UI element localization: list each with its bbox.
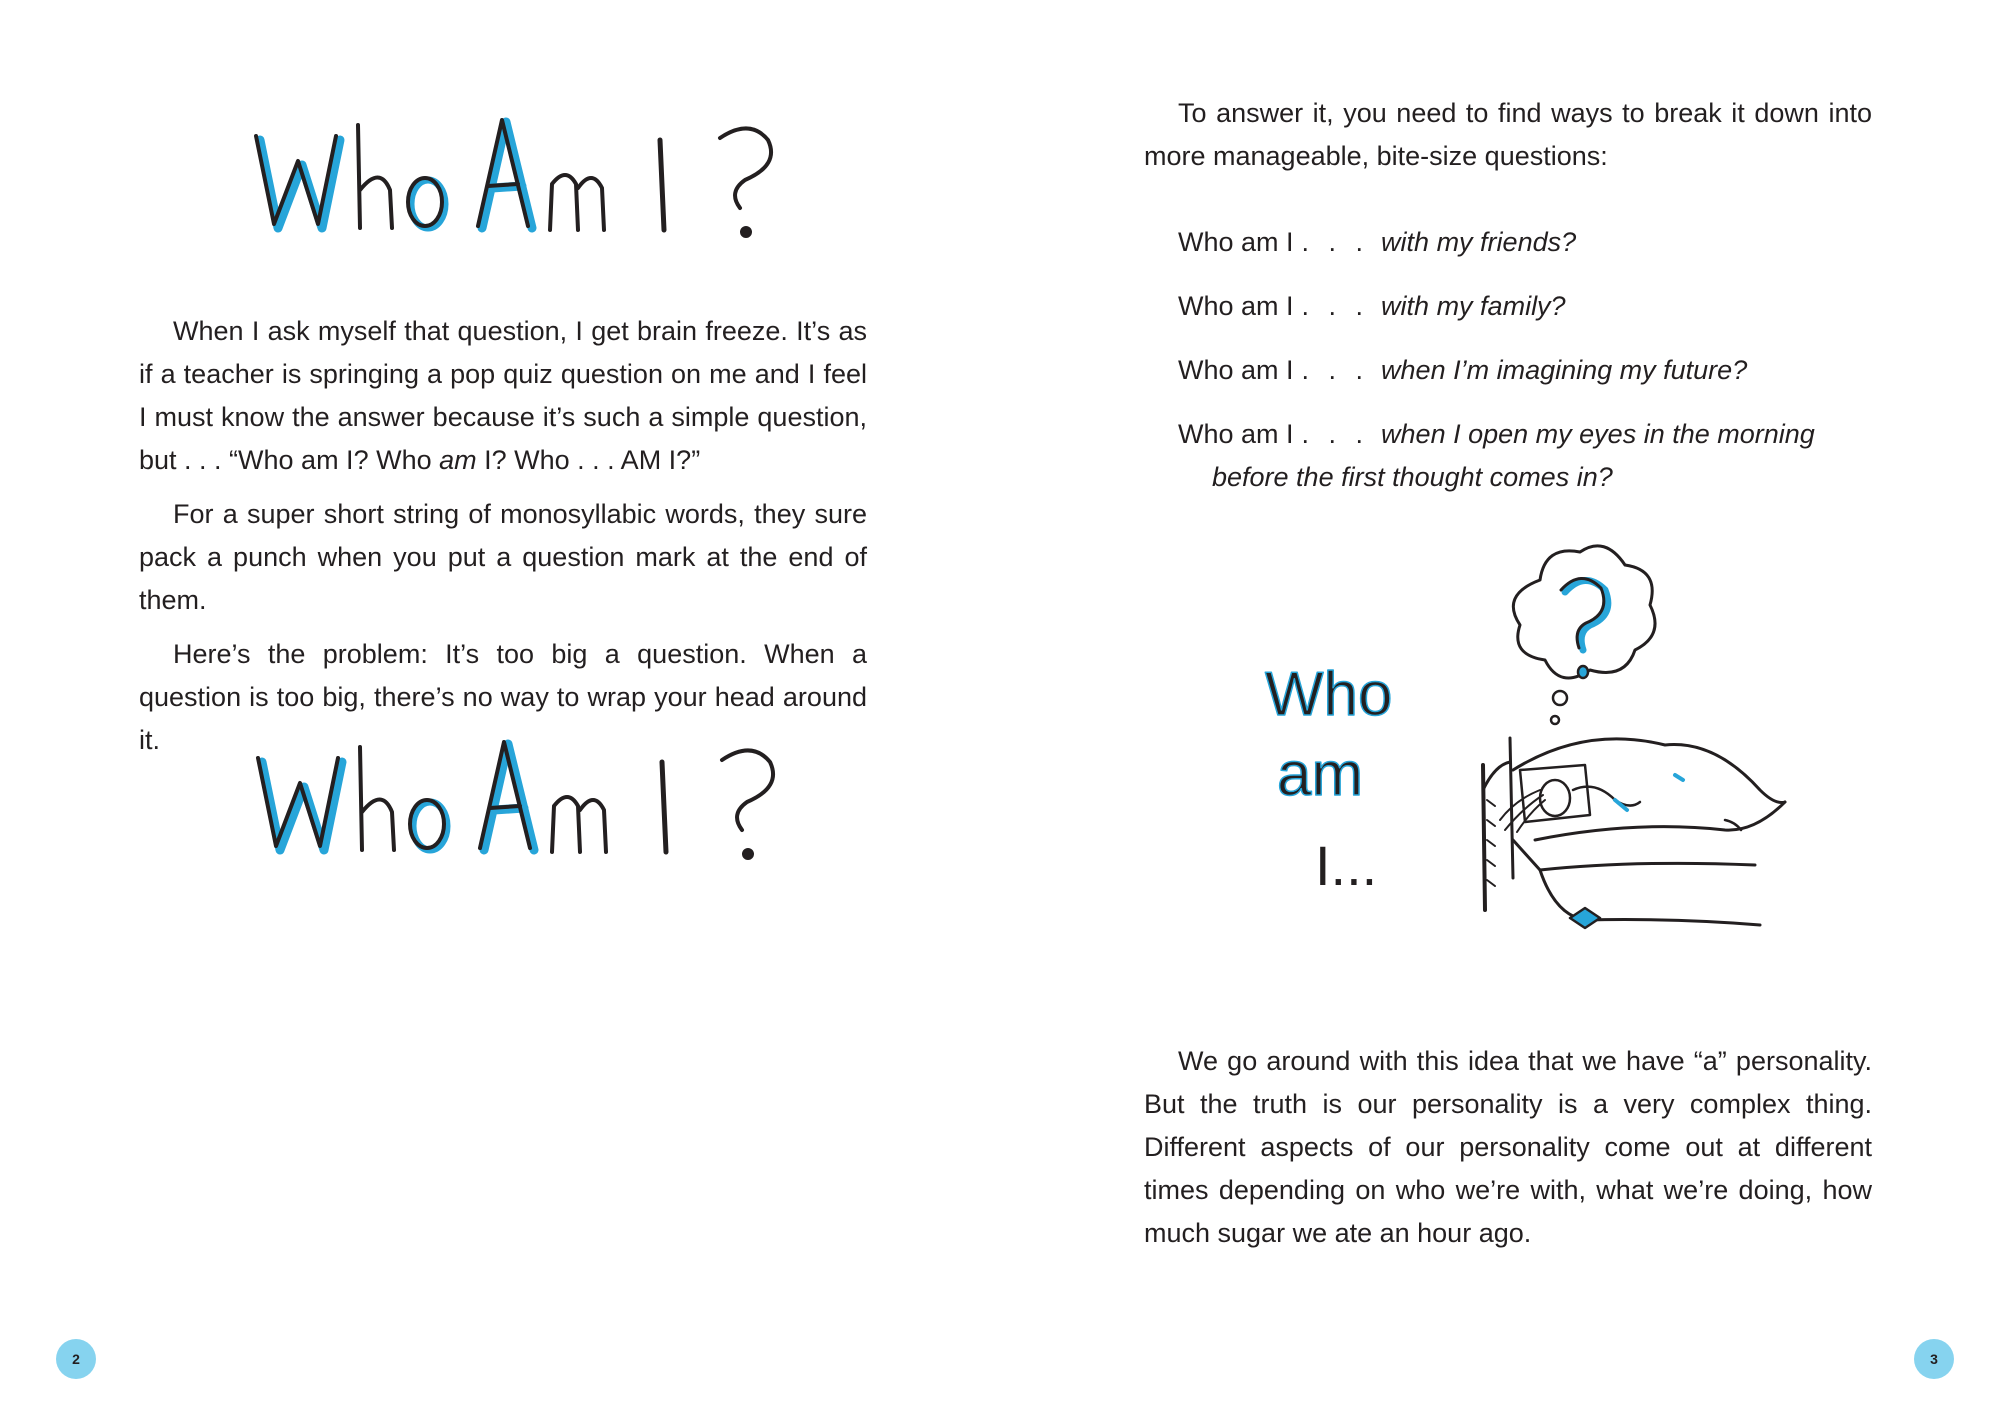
list-item: Who am I . . . with my friends? bbox=[1178, 227, 1577, 257]
question-list bbox=[1178, 221, 1878, 499]
bed-illustration bbox=[1255, 540, 1815, 940]
right-intro-text bbox=[1144, 92, 1872, 178]
handwritten-title-repeat bbox=[240, 730, 840, 880]
who-am-i-lettering bbox=[240, 110, 840, 260]
list-item: Who am I . . . with my family? bbox=[1178, 291, 1566, 321]
paragraph-brain-freeze: When I ask myself that question, I get brain freeze. It’s as if a teacher is springing a pop quiz question on me and I feel I must know the answer because it’s such a simple question, but . . . “Who am I? Who am I? Who . . . AM I?” bbox=[139, 316, 867, 475]
handwritten-title bbox=[240, 110, 840, 260]
left-body-text bbox=[139, 310, 867, 762]
right-page bbox=[1000, 0, 2000, 1425]
paragraph-problem: Here’s the problem: It’s too big a question. When a question is too big, there’s no way to wrap your head around it. bbox=[139, 639, 867, 755]
list-item: Who am I . . . when I open my eyes in the morning before the first thought comes in? bbox=[1178, 419, 1815, 492]
list-item: Who am I . . . when I’m imagining my future? bbox=[1178, 355, 1748, 385]
girl-in-bed-image bbox=[1255, 540, 1815, 940]
illustration-am-text: am bbox=[1277, 740, 1364, 809]
illustration-i-text: I... bbox=[1315, 834, 1378, 897]
page-number-badge: 2 bbox=[56, 1339, 96, 1379]
who-am-i-lettering-repeat bbox=[240, 730, 840, 880]
paragraph-intro: To answer it, you need to find ways to break it down into more manageable, bite-size questions: bbox=[1144, 98, 1872, 171]
right-closing-text bbox=[1144, 1040, 1872, 1255]
paragraph-monosyllabic: For a super short string of monosyllabic words, they sure pack a punch when you put a question mark at the end of them. bbox=[139, 499, 867, 615]
illustration-who-text: Who bbox=[1265, 660, 1393, 729]
paragraph-personality: We go around with this idea that we have “a” personality. But the truth is our personality is a very complex thing. Different aspects of our personality come out at different times depending on who we’re with, what we’re doing, how much sugar we ate an hour ago. bbox=[1144, 1046, 1872, 1248]
page-number-badge: 3 bbox=[1914, 1339, 1954, 1379]
